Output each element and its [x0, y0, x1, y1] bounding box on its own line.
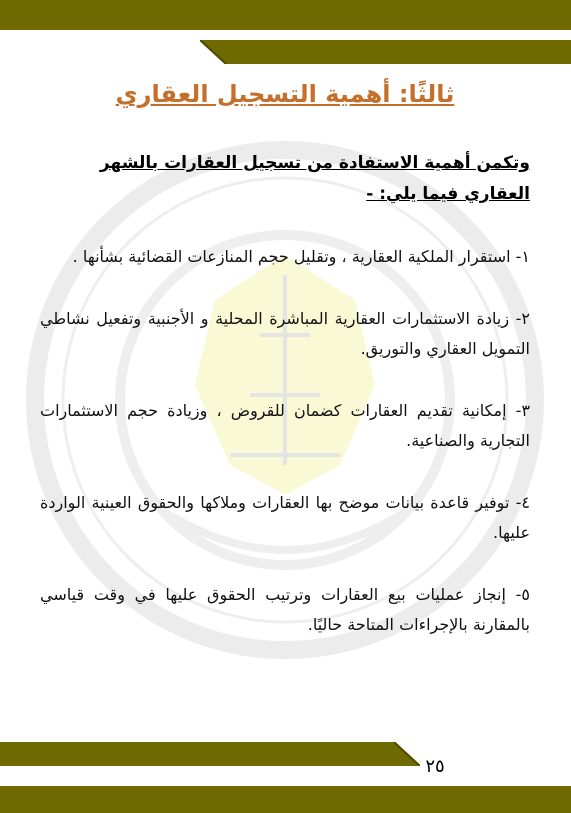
point-1: ١- استقرار الملكية العقارية ، وتقليل حجم المنازعات القضائية بشأنها . — [72, 247, 530, 266]
page-number: ٢٥ — [425, 756, 445, 777]
bottom-decoration — [0, 742, 420, 766]
point-2: ٢- زيادة الاستثمارات العقارية المباشرة المحلية و الأجنبية وتفعيل نشاطي التمويل العقاري والتوريق. — [40, 309, 530, 358]
page-content — [40, 70, 530, 640]
point-4: ٤- توفير قاعدة بيانات موضح بها العقارات وملاكها والحقوق العينية الواردة عليها. — [40, 493, 530, 542]
point-5: ٥- إنجاز عمليات بيع العقارات وترتيب الحقوق عليها في وقت قياسي بالمقارنة بالإجراءات المتاحة حاليًا. — [40, 585, 530, 634]
top-decoration — [200, 40, 571, 64]
bottom-band — [0, 786, 571, 813]
point-3: ٣- إمكانية تقديم العقارات كضمان للقروض ، وزيادة حجم الاستثمارات التجارية والصناعية. — [40, 401, 530, 450]
top-band — [0, 0, 571, 30]
page-title: ثالثًا: أهمية التسجيل العقاري — [115, 80, 455, 108]
intro-text: وتكمن أهمية الاستفادة من تسجيل العقارات بالشهر العقاري فيما يلي: - — [99, 153, 530, 204]
